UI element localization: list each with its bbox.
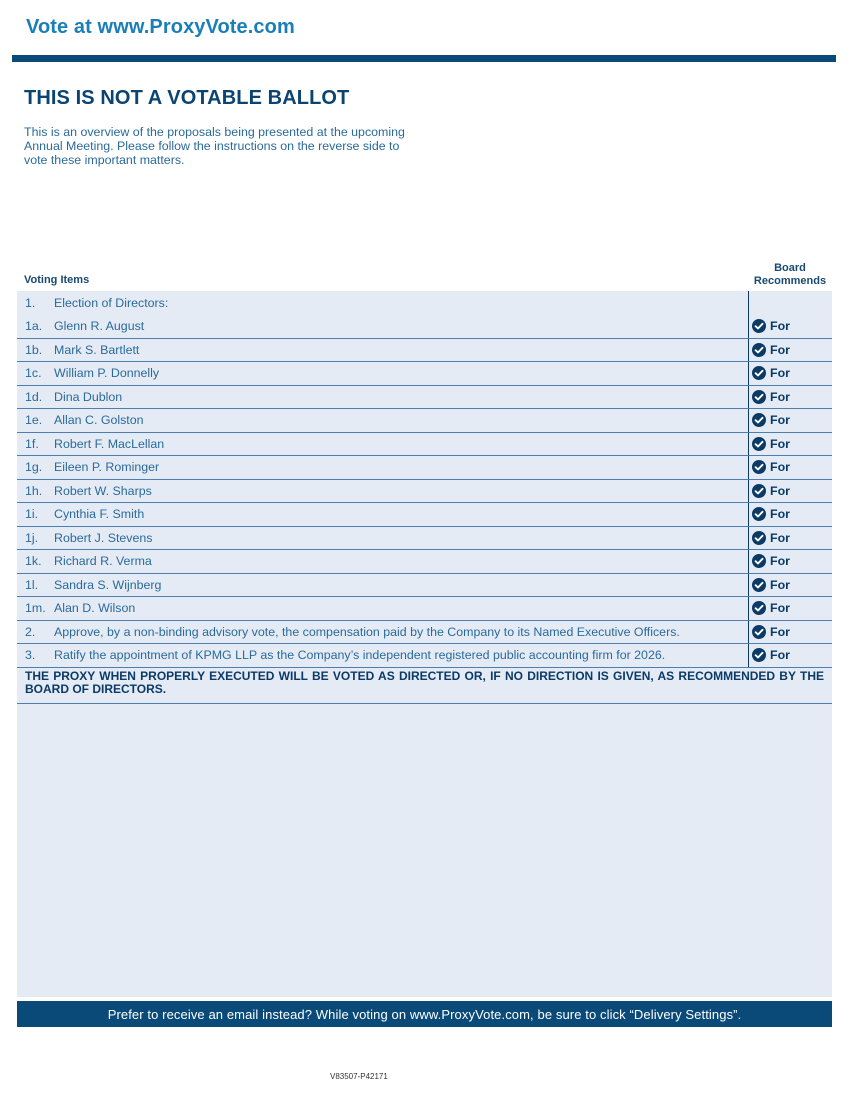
item-number: 1a.	[25, 319, 43, 334]
item-cell	[17, 386, 749, 409]
item-text: Glenn R. August	[54, 319, 145, 334]
recommendation-cell	[749, 409, 832, 432]
item-number: 1c.	[25, 366, 42, 381]
check-circle-icon	[752, 319, 766, 333]
recommendation-label: For	[770, 342, 790, 357]
recommendation-cell	[749, 433, 832, 456]
check-circle-icon	[752, 413, 766, 427]
item-text: Allan C. Golston	[54, 413, 144, 428]
item-cell	[17, 409, 749, 432]
item-cell	[17, 503, 749, 526]
item-text: Approve, by a non-binding advisory vote, the compensation paid by the Company to its Named Executive Officers.	[54, 624, 680, 639]
table-row	[17, 480, 832, 504]
recommendation-cell	[749, 386, 832, 409]
recommendation-cell	[749, 503, 832, 526]
item-number: 3.	[25, 648, 36, 663]
table-row	[17, 574, 832, 598]
table-row	[17, 362, 832, 386]
check-circle-icon	[752, 437, 766, 451]
item-cell	[17, 291, 749, 315]
check-circle-icon	[752, 484, 766, 498]
check-circle-icon	[752, 601, 766, 615]
table-row	[17, 550, 832, 574]
item-cell	[17, 433, 749, 456]
recommendation-label: For	[770, 436, 790, 451]
recommendation-cell	[749, 339, 832, 362]
check-circle-icon	[752, 460, 766, 474]
recommendation-cell	[749, 315, 832, 338]
header-divider	[12, 55, 836, 62]
recommendation-label: For	[770, 413, 790, 428]
item-text: Robert F. MacLellan	[54, 436, 165, 451]
board-label: Board	[774, 262, 806, 274]
item-text: Robert W. Sharps	[54, 483, 152, 498]
email-delivery-banner	[17, 1001, 832, 1027]
item-cell	[17, 574, 749, 597]
item-number: 1e.	[25, 413, 43, 428]
item-number: 1l.	[25, 577, 39, 592]
item-number: 2.	[25, 624, 36, 639]
recommendation-label: For	[770, 483, 790, 498]
item-number: 1h.	[25, 483, 43, 498]
table-row	[17, 644, 832, 668]
recommends-label: Recommends	[753, 275, 827, 287]
item-cell	[17, 527, 749, 550]
item-cell	[17, 621, 749, 644]
voting-items-heading: Voting Items	[24, 274, 90, 286]
recommendation-label: For	[770, 460, 790, 475]
check-circle-icon	[752, 507, 766, 521]
item-text: Robert J. Stevens	[54, 530, 153, 545]
board-recommends-heading	[749, 262, 831, 288]
recommendation-cell	[749, 480, 832, 503]
item-text: Alan D. Wilson	[54, 601, 136, 616]
recommendation-label: For	[770, 507, 790, 522]
recommendation-cell	[749, 456, 832, 479]
item-number: 1k.	[25, 554, 42, 569]
check-circle-icon	[752, 366, 766, 380]
table-row	[17, 503, 832, 527]
table-row	[17, 339, 832, 363]
item-text: Eileen P. Rominger	[54, 460, 160, 475]
item-cell	[17, 339, 749, 362]
check-circle-icon	[752, 531, 766, 545]
recommendation-cell	[749, 362, 832, 385]
recommendation-label: For	[770, 366, 790, 381]
item-number: 1d.	[25, 389, 43, 404]
table-row	[17, 456, 832, 480]
table-row	[17, 621, 832, 645]
item-text: Election of Directors:	[54, 296, 169, 310]
item-cell	[17, 597, 749, 620]
recommendation-label: For	[770, 624, 790, 639]
item-text: Dina Dublon	[54, 389, 123, 404]
recommendation-label: For	[770, 601, 790, 616]
table-row	[17, 386, 832, 410]
check-circle-icon	[752, 343, 766, 357]
recommendation-cell	[749, 291, 832, 315]
recommendation-cell	[749, 550, 832, 573]
recommendation-label: For	[770, 389, 790, 404]
check-circle-icon	[752, 625, 766, 639]
recommendation-label: For	[770, 648, 790, 663]
item-text: Mark S. Bartlett	[54, 342, 140, 357]
item-cell	[17, 480, 749, 503]
table-row	[17, 409, 832, 433]
item-text: Sandra S. Wijnberg	[54, 577, 162, 592]
check-circle-icon	[752, 390, 766, 404]
job-code: V83507-P42171	[330, 1072, 388, 1081]
table-row	[17, 527, 832, 551]
recommendation-cell	[749, 621, 832, 644]
check-circle-icon	[752, 578, 766, 592]
check-circle-icon	[752, 648, 766, 662]
intro-text: This is an overview of the proposals being presented at the upcoming Annual Meeting. Please follow the instructions on the reverse side to vote these important matters.	[24, 125, 405, 167]
item-text: Cynthia F. Smith	[54, 507, 145, 522]
recommendation-cell	[749, 644, 832, 667]
item-number: 1j.	[25, 530, 39, 545]
item-text: Ratify the appointment of KPMG LLP as the Company’s independent registered public accounting firm for 2026.	[54, 648, 666, 663]
proxy-disclaimer: THE PROXY WHEN PROPERLY EXECUTED WILL BE VOTED AS DIRECTED OR, IF NO DIRECTION IS GIVEN, AS RECOMMENDED BY THE BOARD OF DIRECTORS.	[17, 668, 832, 704]
item-number: 1b.	[25, 342, 43, 357]
item-number: 1.	[25, 296, 36, 310]
item-cell	[17, 362, 749, 385]
recommendation-cell	[749, 597, 832, 620]
recommendation-label: For	[770, 554, 790, 569]
recommendation-label: For	[770, 530, 790, 545]
table-row	[17, 291, 832, 315]
item-number: 1m.	[25, 601, 46, 616]
table-row	[17, 433, 832, 457]
item-number: 1g.	[25, 460, 43, 475]
item-cell	[17, 644, 749, 667]
table-row	[17, 597, 832, 621]
recommendation-cell	[749, 527, 832, 550]
recommendation-label: For	[770, 319, 790, 334]
site-header: Vote at www.ProxyVote.com	[26, 16, 295, 38]
check-circle-icon	[752, 554, 766, 568]
item-cell	[17, 315, 749, 338]
recommendation-label: For	[770, 577, 790, 592]
table-row	[17, 315, 832, 339]
item-cell	[17, 456, 749, 479]
item-number: 1f.	[25, 436, 39, 451]
item-text: Richard R. Verma	[54, 554, 152, 569]
item-number: 1i.	[25, 507, 39, 522]
voting-items-table	[17, 291, 832, 668]
item-cell	[17, 550, 749, 573]
email-delivery-text: Prefer to receive an email instead? While voting on www.ProxyVote.com, be sure to click “Delivery Settings”.	[107, 1006, 742, 1022]
item-text: William P. Donnelly	[54, 366, 160, 381]
page-title: THIS IS NOT A VOTABLE BALLOT	[24, 87, 350, 109]
recommendation-cell	[749, 574, 832, 597]
